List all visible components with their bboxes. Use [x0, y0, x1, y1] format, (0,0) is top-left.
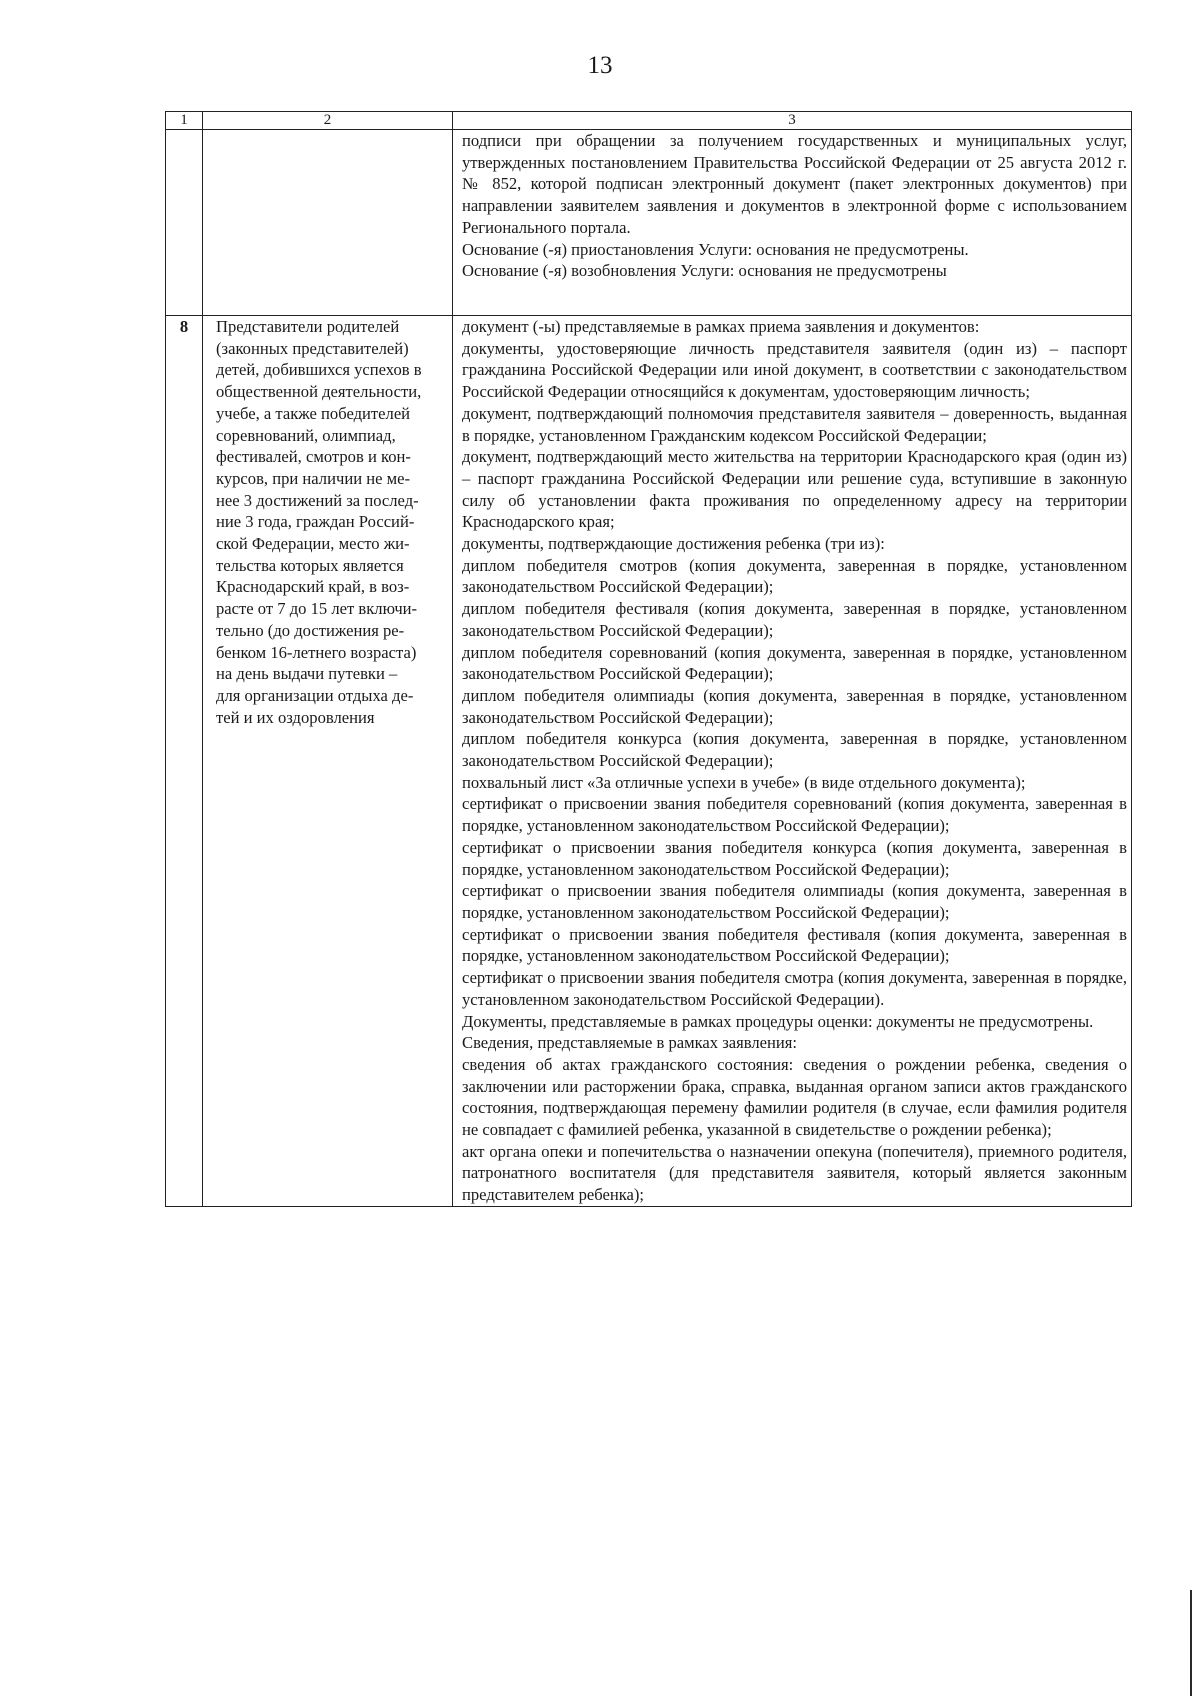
documents-cell — [453, 316, 1132, 1207]
document-table — [165, 111, 1132, 1207]
paragraph: документ, подтверждающий место жительства на территории Краснодарского края (один из) – паспорт гражданина Российской Федерации или решение суда, вступившие в законную силу об установлении факта проживания по определенному адресу на территории Краснодарского края; — [462, 447, 1127, 532]
paragraph: диплом победителя смотров (копия документа, заверенная в порядке, установленном законодательством Российской Федерации); — [462, 555, 1127, 597]
category-line: на день выдачи путевки – — [216, 664, 398, 684]
paragraph: Документы, представляемые в рамках процедуры оценки: документы не предусмотрены. — [462, 1011, 1094, 1031]
paragraph: диплом победителя соревнований (копия документа, заверенная в порядке, установленном законодательством Российской Федерации); — [462, 642, 1127, 684]
table-row — [166, 316, 1132, 1207]
category-line: для организации отдыха де- — [216, 685, 414, 705]
category-line: расте от 7 до 15 лет включи- — [216, 599, 418, 619]
paragraph: сертификат о присвоении звания победителя олимпиады (копия документа, заверенная в порядке, установленном законодательством Российской Федерации); — [462, 881, 1127, 922]
column-header-3: 3 — [453, 112, 1132, 130]
category-line: тельно (до достижения ре- — [216, 620, 405, 640]
row-number-cell: 8 — [166, 316, 203, 1207]
paragraph: сертификат о присвоении звания победителя конкурса (копия документа, заверенная в порядке, установленном законодательством Российской Федерации); — [462, 837, 1127, 879]
category-line: детей, добившихся успехов в — [216, 360, 422, 380]
paragraph: документ (-ы) представляемые в рамках приема заявления и документов: — [462, 317, 980, 336]
paragraph: сведения об актах гражданского состояния: сведения о рождении ребенка, сведения о заключении или расторжении брака, справка, выданная органом записи актов гражданского состояния, подтверждающая перемену фамилии родителя (в случае, если фамилия родителя не совпадает с фамилией ребенка, указанной в свидетельстве о рождении ребенка); — [462, 1054, 1127, 1140]
category-line: тельства которых является — [216, 555, 404, 575]
page-number: 13 — [587, 52, 613, 79]
category-line: Представители родителей — [216, 317, 400, 336]
category-line: (законных представителей) — [216, 338, 409, 358]
paragraph: сертификат о присвоении звания победителя смотра (копия документа, заверенная в порядке, установленном законодательством Российской Федерации). — [462, 968, 1127, 1009]
paragraph: похвальный лист «За отличные успехи в учебе» (в виде отдельного документа); — [462, 772, 1026, 792]
paragraph: сертификат о присвоении звания победителя соревнований (копия документа, заверенная в порядке, установленном законодательством Российской Федерации); — [462, 794, 1127, 836]
paragraph: Основание (-я) возобновления Услуги: основания не предусмотрены — [462, 261, 947, 281]
category-line: курсов, при наличии не ме- — [216, 468, 411, 488]
paragraph: сертификат о присвоении звания победителя фестиваля (копия документа, заверенная в порядке, установленном законодательством Российской Федерации); — [462, 924, 1127, 966]
column-header-1: 1 — [166, 112, 203, 130]
row-number-cell — [166, 130, 203, 316]
category-line: ние 3 года, граждан Россий- — [216, 512, 415, 532]
category-line: ской Федерации, место жи- — [216, 534, 410, 554]
category-line: общественной деятельности, — [216, 382, 422, 402]
paragraph: акт органа опеки и попечительства о назначении опекуна (попечителя), приемного родителя, патронатного воспитателя (для представителя заявителя, который является законным представителем ребенка); — [462, 1141, 1127, 1205]
column-header-2: 2 — [203, 112, 453, 130]
category-line: соревнований, олимпиад, — [216, 425, 396, 445]
category-line: бенком 16-летнего возраста) — [216, 642, 417, 662]
paragraph: Сведения, представляемые в рамках заявления: — [462, 1033, 798, 1053]
paragraph: подписи при обращении за получением государственных и муниципальных услуг, утвержденных постановлением Правительства Российской Федерации от 25 августа 2012 г. № 852, которой подписан электронный документ (пакет электронных документов) при направлении заявителем заявления и документов в электронной форме с использованием Регионального портала. — [462, 131, 1127, 237]
table-row — [166, 130, 1132, 316]
paragraph: документ, подтверждающий полномочия представителя заявителя – доверенность, выданная в порядке, установленном Гражданским кодексом Российской Федерации; — [462, 403, 1127, 445]
category-line: учебе, а также победителей — [216, 403, 411, 423]
paragraph: диплом победителя фестиваля (копия документа, заверенная в порядке, установленном законодательством Российской Федерации); — [462, 599, 1127, 640]
paragraph: диплом победителя конкурса (копия документа, заверенная в порядке, установленном законодательством Российской Федерации); — [462, 729, 1127, 771]
documents-cell — [453, 130, 1132, 316]
paragraph: документы, подтверждающие достижения ребенка (три из): — [462, 534, 885, 554]
category-line: фестивалей, смотров и кон- — [216, 447, 411, 467]
category-line: нее 3 достижений за послед- — [216, 490, 419, 510]
paragraph: документы, удостоверяющие личность представителя заявителя (один из) – паспорт гражданина Российской Федерации или иной документ, в соответствии с законодательством Российской Федерации относящийся к документам, удостоверяющим личность; — [462, 338, 1127, 402]
paragraph: Основание (-я) приостановления Услуги: основания не предусмотрены. — [462, 239, 969, 259]
paragraph: диплом победителя олимпиады (копия документа, заверенная в порядке, установленном законодательством Российской Федерации); — [462, 685, 1127, 727]
scan-edge-mark — [1190, 1590, 1192, 1696]
category-line: Краснодарский край, в воз- — [216, 577, 410, 597]
applicant-category-cell — [203, 316, 453, 1207]
applicant-category-cell — [203, 130, 453, 316]
category-line: тей и их оздоровления — [216, 707, 375, 727]
table-header-row — [166, 112, 1132, 130]
